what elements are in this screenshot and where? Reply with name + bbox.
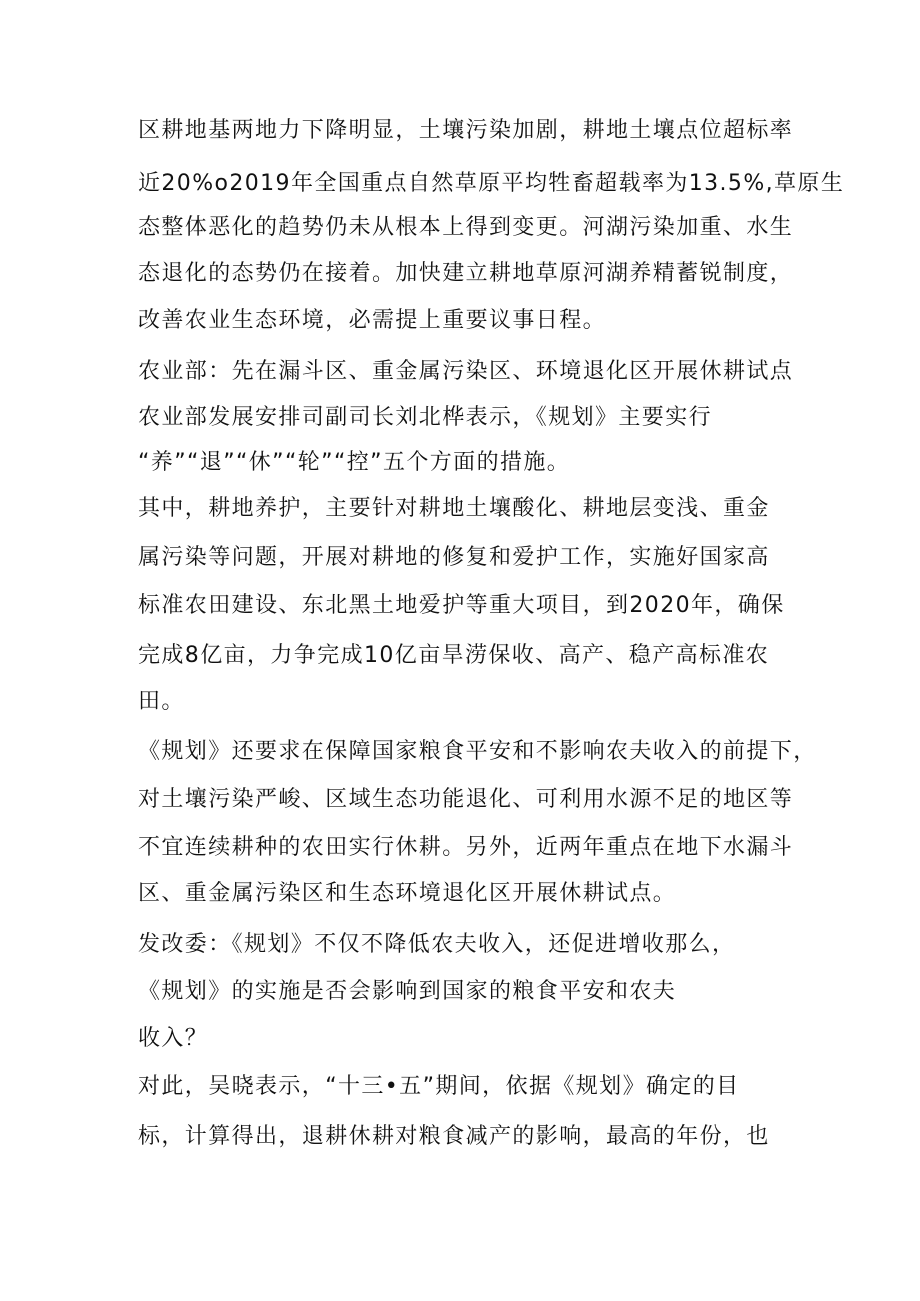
text-line: 标，计算得出，退耕休耕对粮食减产的影响，最高的年份，也 bbox=[138, 1124, 770, 1149]
text-line: “养”“退”“休”“轮”“控”五个方面的措施。 bbox=[138, 450, 571, 475]
text-line: 农业部发展安排司副司长刘北桦表示，《规划》主要实行 bbox=[138, 405, 713, 430]
text-line: 标准农田建设、东北黑土地爱护等重大项目，到2020年，确保 bbox=[138, 593, 785, 618]
text-line: 改善农业生态环境，必需提上重要议事日程。 bbox=[138, 308, 607, 333]
text-line: 《规划》的实施是否会影响到国家的粮食平安和农夫 bbox=[138, 979, 677, 1004]
text-line: 对此，吴晓表示，“十三•五”期间，依据《规划》确定的目 bbox=[138, 1074, 740, 1099]
text-line: 发改委：《规划》不仅不降低农夫收入，还促进增收那么， bbox=[138, 932, 736, 957]
text-line: 田。 bbox=[138, 689, 185, 714]
text-line: 对土壤污染严峻、区域生态功能退化、可利用水源不足的地区等 bbox=[138, 787, 794, 812]
text-line: 收入？ bbox=[138, 1026, 209, 1051]
text-line: 态整体恶化的趋势仍未从根本上得到变更。河湖污染加重、水生 bbox=[138, 215, 794, 240]
text-line: 近20%o2019年全国重点自然草原平均牲畜超载率为13.5%,草原生 bbox=[138, 171, 845, 196]
text-line: 态退化的态势仍在接着。加快建立耕地草原河湖养精蓄锐制度， bbox=[138, 261, 794, 286]
text-line: 其中，耕地养护，主要针对耕地土壤酸化、耕地层变浅、重金 bbox=[138, 496, 770, 521]
text-line: 属污染等问题，开展对耕地的修复和爱护工作，实施好国家高 bbox=[138, 545, 770, 570]
text-line: 区、重金属污染区和生态环境退化区开展休耕试点。 bbox=[138, 881, 677, 906]
text-line: 农业部：先在漏斗区、重金属污染区、环境退化区开展休耕试点 bbox=[138, 359, 794, 384]
text-line: 完成8亿亩，力争完成10亿亩旱涝保收、高产、稳产高标准农 bbox=[138, 643, 770, 668]
text-line: 区耕地基两地力下降明显，土壤污染加剧，耕地土壤点位超标率 bbox=[138, 118, 794, 143]
text-line: 不宜连续耕种的农田实行休耕。另外，近两年重点在地下水漏斗 bbox=[138, 835, 794, 860]
text-line: 《规划》还要求在保障国家粮食平安和不影响农夫收入的前提下， bbox=[138, 739, 817, 764]
